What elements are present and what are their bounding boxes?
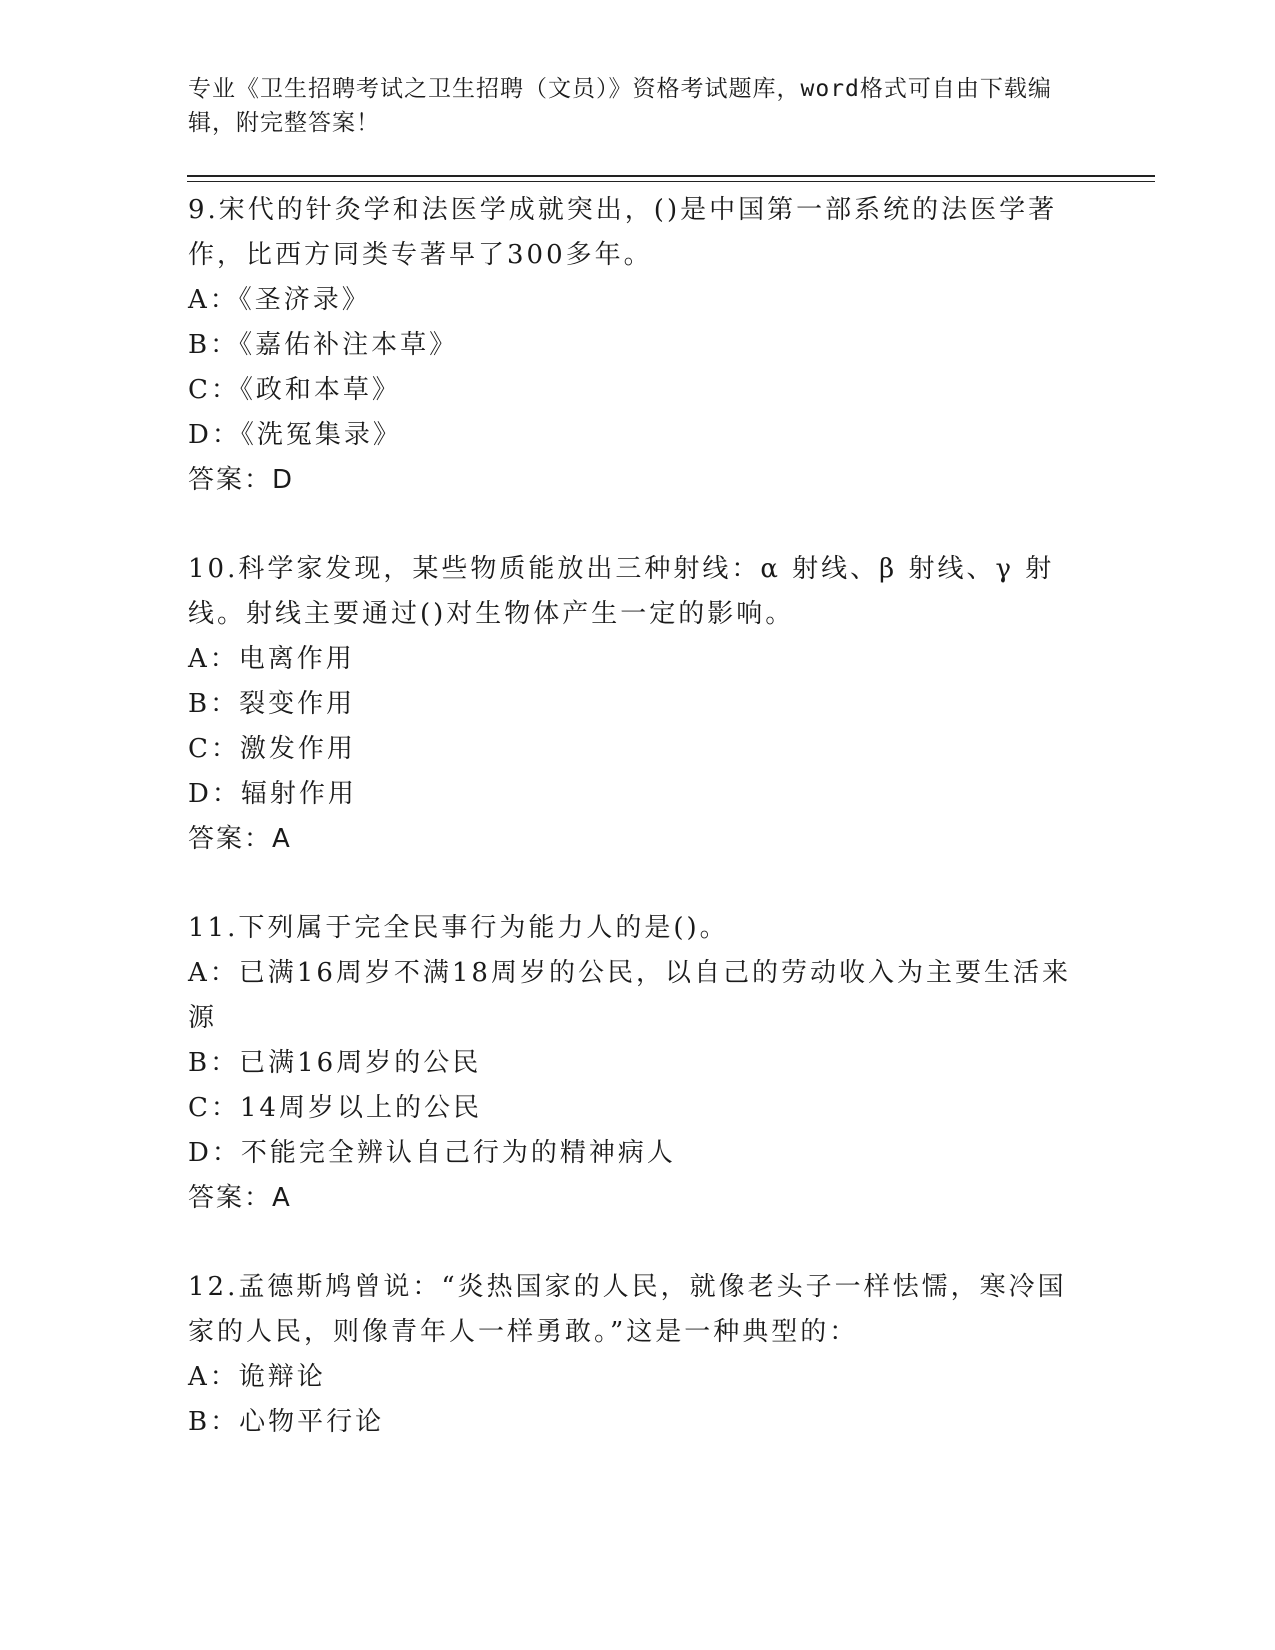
option-b: B：《嘉佑补注本草》 xyxy=(188,330,459,360)
answer-text: 答案：D xyxy=(188,465,295,495)
option-a: A：《圣济录》 xyxy=(188,285,371,315)
question-11 xyxy=(188,906,1088,1221)
answer-text: 答案：A xyxy=(188,1183,292,1213)
question-12 xyxy=(188,1265,1088,1445)
question-text: 12.孟德斯鸠曾说：“炎热国家的人民，就像老头子一样怯懦，寒冷国家的人民，则像青年人一样勇敢。”这是一种典型的： xyxy=(188,1272,1067,1347)
document-header: 专业《卫生招聘考试之卫生招聘（文员）》资格考试题库，word格式可自由下载编辑，附完整答案！ xyxy=(188,76,1052,136)
question-9 xyxy=(188,188,1088,503)
option-a: A：电离作用 xyxy=(188,644,355,674)
header-divider xyxy=(187,175,1155,177)
option-c: C：《政和本草》 xyxy=(188,375,401,405)
option-d: D：辐射作用 xyxy=(188,779,357,809)
option-d: D：不能完全辨认自己行为的精神病人 xyxy=(188,1138,676,1168)
option-c: C：14周岁以上的公民 xyxy=(188,1093,482,1123)
option-d: D：《洗冤集录》 xyxy=(188,420,402,450)
question-text: 9.宋代的针灸学和法医学成就突出，()是中国第一部系统的法医学著作，比西方同类专著早了300多年。 xyxy=(188,195,1058,270)
question-text: 11.下列属于完全民事行为能力人的是()。 xyxy=(188,913,729,943)
option-c: C：激发作用 xyxy=(188,734,356,764)
question-text: 10.科学家发现，某些物质能放出三种射线：α 射线、β 射线、γ 射线。射线主要通过()对生物体产生一定的影响。 xyxy=(188,554,1055,629)
option-b: B：裂变作用 xyxy=(188,689,356,719)
option-b: B：心物平行论 xyxy=(188,1407,385,1437)
question-list xyxy=(188,188,1088,1489)
option-a: A：诡辩论 xyxy=(188,1362,326,1392)
option-b: B：已满16周岁的公民 xyxy=(188,1048,482,1078)
header-divider-thin xyxy=(187,181,1155,182)
question-10 xyxy=(188,547,1088,862)
answer-text: 答案：A xyxy=(188,824,292,854)
option-a: A：已满16周岁不满18周岁的公民，以自己的劳动收入为主要生活来源 xyxy=(188,958,1071,1033)
